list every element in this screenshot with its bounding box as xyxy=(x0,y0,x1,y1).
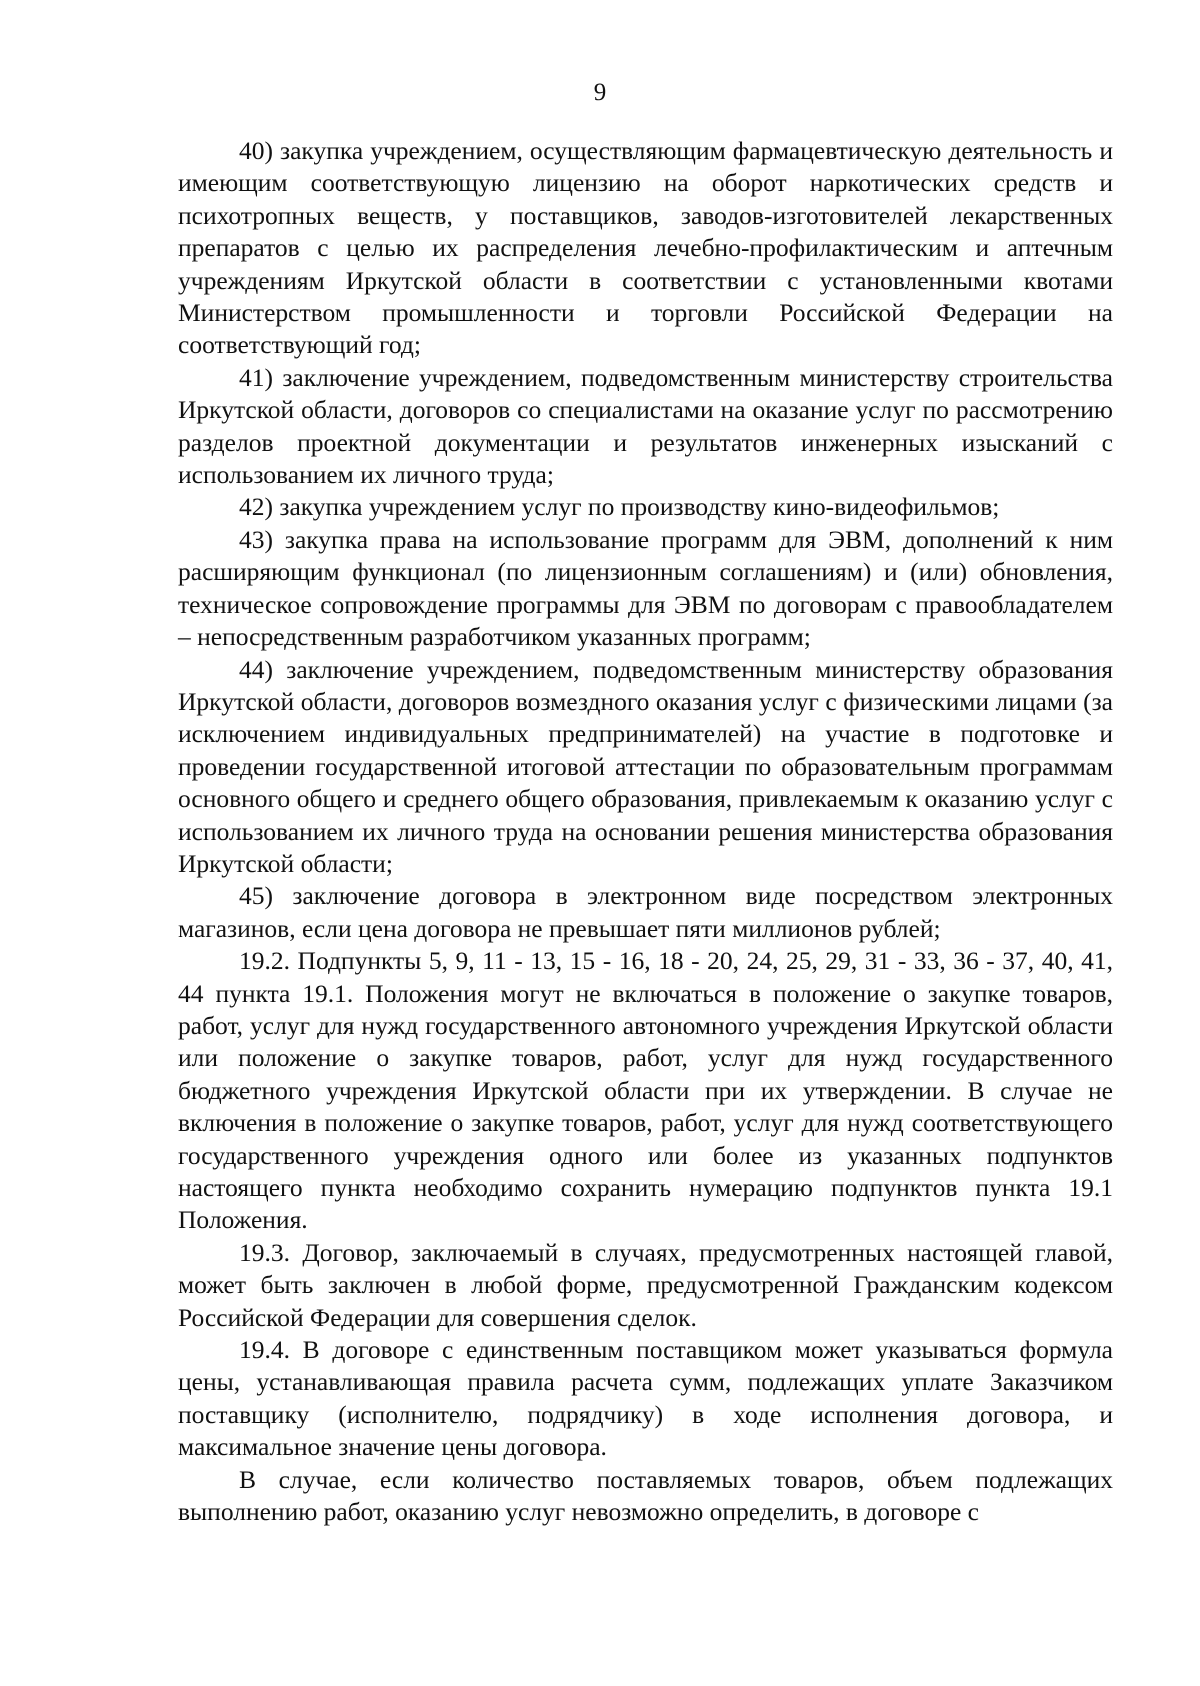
paragraph-clause-19-2: 19.2. Подпункты 5, 9, 11 - 13, 15 - 16, 18 - 20, 24, 25, 29, 31 - 33, 36 - 37, 40, 41, 44 пункта 19.1. Положения могут не включаться в положение о закупке товаров, работ, услуг для нужд государственного автономного учреждения Иркутской области или положение о закупке товаров, работ, услуг для нужд государственного бюджетного учреждения Иркутской области при их утверждении. В случае не включения в положение о закупке товаров, работ, услуг для нужд соответствующего государственного учреждения одного или более из указанных подпунктов настоящего пункта необходимо сохранить нумерацию подпунктов пункта 19.1 Положения. xyxy=(178,946,1113,1235)
paragraph-item-44: 44) заключение учреждением, подведомственным министерству образования Иркутской области, договоров возмездного оказания услуг с физическими лицами (за исключением индивидуальных предпринимателей) на участие в подготовке и проведении государственной итоговой аттестации по образовательным программам основного общего и среднего общего образования, привлекаемым к оказанию услуг с использованием их личного труда на основании решения министерства образования Иркутской области; xyxy=(178,654,1113,878)
paragraph-clause-19-3: 19.3. Договор, заключаемый в случаях, предусмотренных настоящей главой, может быть заключен в любой форме, предусмотренной Гражданским кодексом Российской Федерации для совершения сделок. xyxy=(178,1237,1113,1332)
paragraph-item-41: 41) заключение учреждением, подведомственным министерству строительства Иркутской области, договоров со специалистами на оказание услуг по рассмотрению разделов проектной документации и результатов инженерных изысканий с использованием их личного труда; xyxy=(178,362,1113,490)
paragraph-item-40: 40) закупка учреждением, осуществляющим фармацевтическую деятельность и имеющим соответствующую лицензию на оборот наркотических средств и психотропных веществ, у поставщиков, заводов-изготовителей лекарственных препаратов с целью их распределения лечебно-профилактическим и аптечным учреждениям Иркутской области в соответствии с установленными квотами Министерством промышленности и торговли Российской Федерации на соответствующий год; xyxy=(178,136,1113,360)
paragraph-item-45: 45) заключение договора в электронном виде посредством электронных магазинов, если цена договора не превышает пяти миллионов рублей; xyxy=(178,881,1113,943)
paragraph-item-43: 43) закупка права на использование программ для ЭВМ, дополнений к ним расширяющим функционал (по лицензионным соглашениям) и (или) обновления, техническое сопровождение программы для ЭВМ по договорам с правообладателем – непосредственным разработчиком указанных программ; xyxy=(178,524,1113,652)
paragraph-continuation: В случае, если количество поставляемых товаров, объем подлежащих выполнению работ, оказанию услуг невозможно определить, в договоре с xyxy=(178,1464,1113,1527)
paragraph-item-42: 42) закупка учреждением услуг по производству кино-видеофильмов; xyxy=(239,492,1000,522)
paragraph-clause-19-4: 19.4. В договоре с единственным поставщиком может указываться формула цены, устанавливающая правила расчета сумм, подлежащих уплате Заказчиком поставщику (исполнителю, подрядчику) в ходе исполнения договора, и максимальное значение цены договора. xyxy=(178,1335,1113,1462)
page-number: 9 xyxy=(593,79,607,106)
document-body xyxy=(178,135,1113,1528)
